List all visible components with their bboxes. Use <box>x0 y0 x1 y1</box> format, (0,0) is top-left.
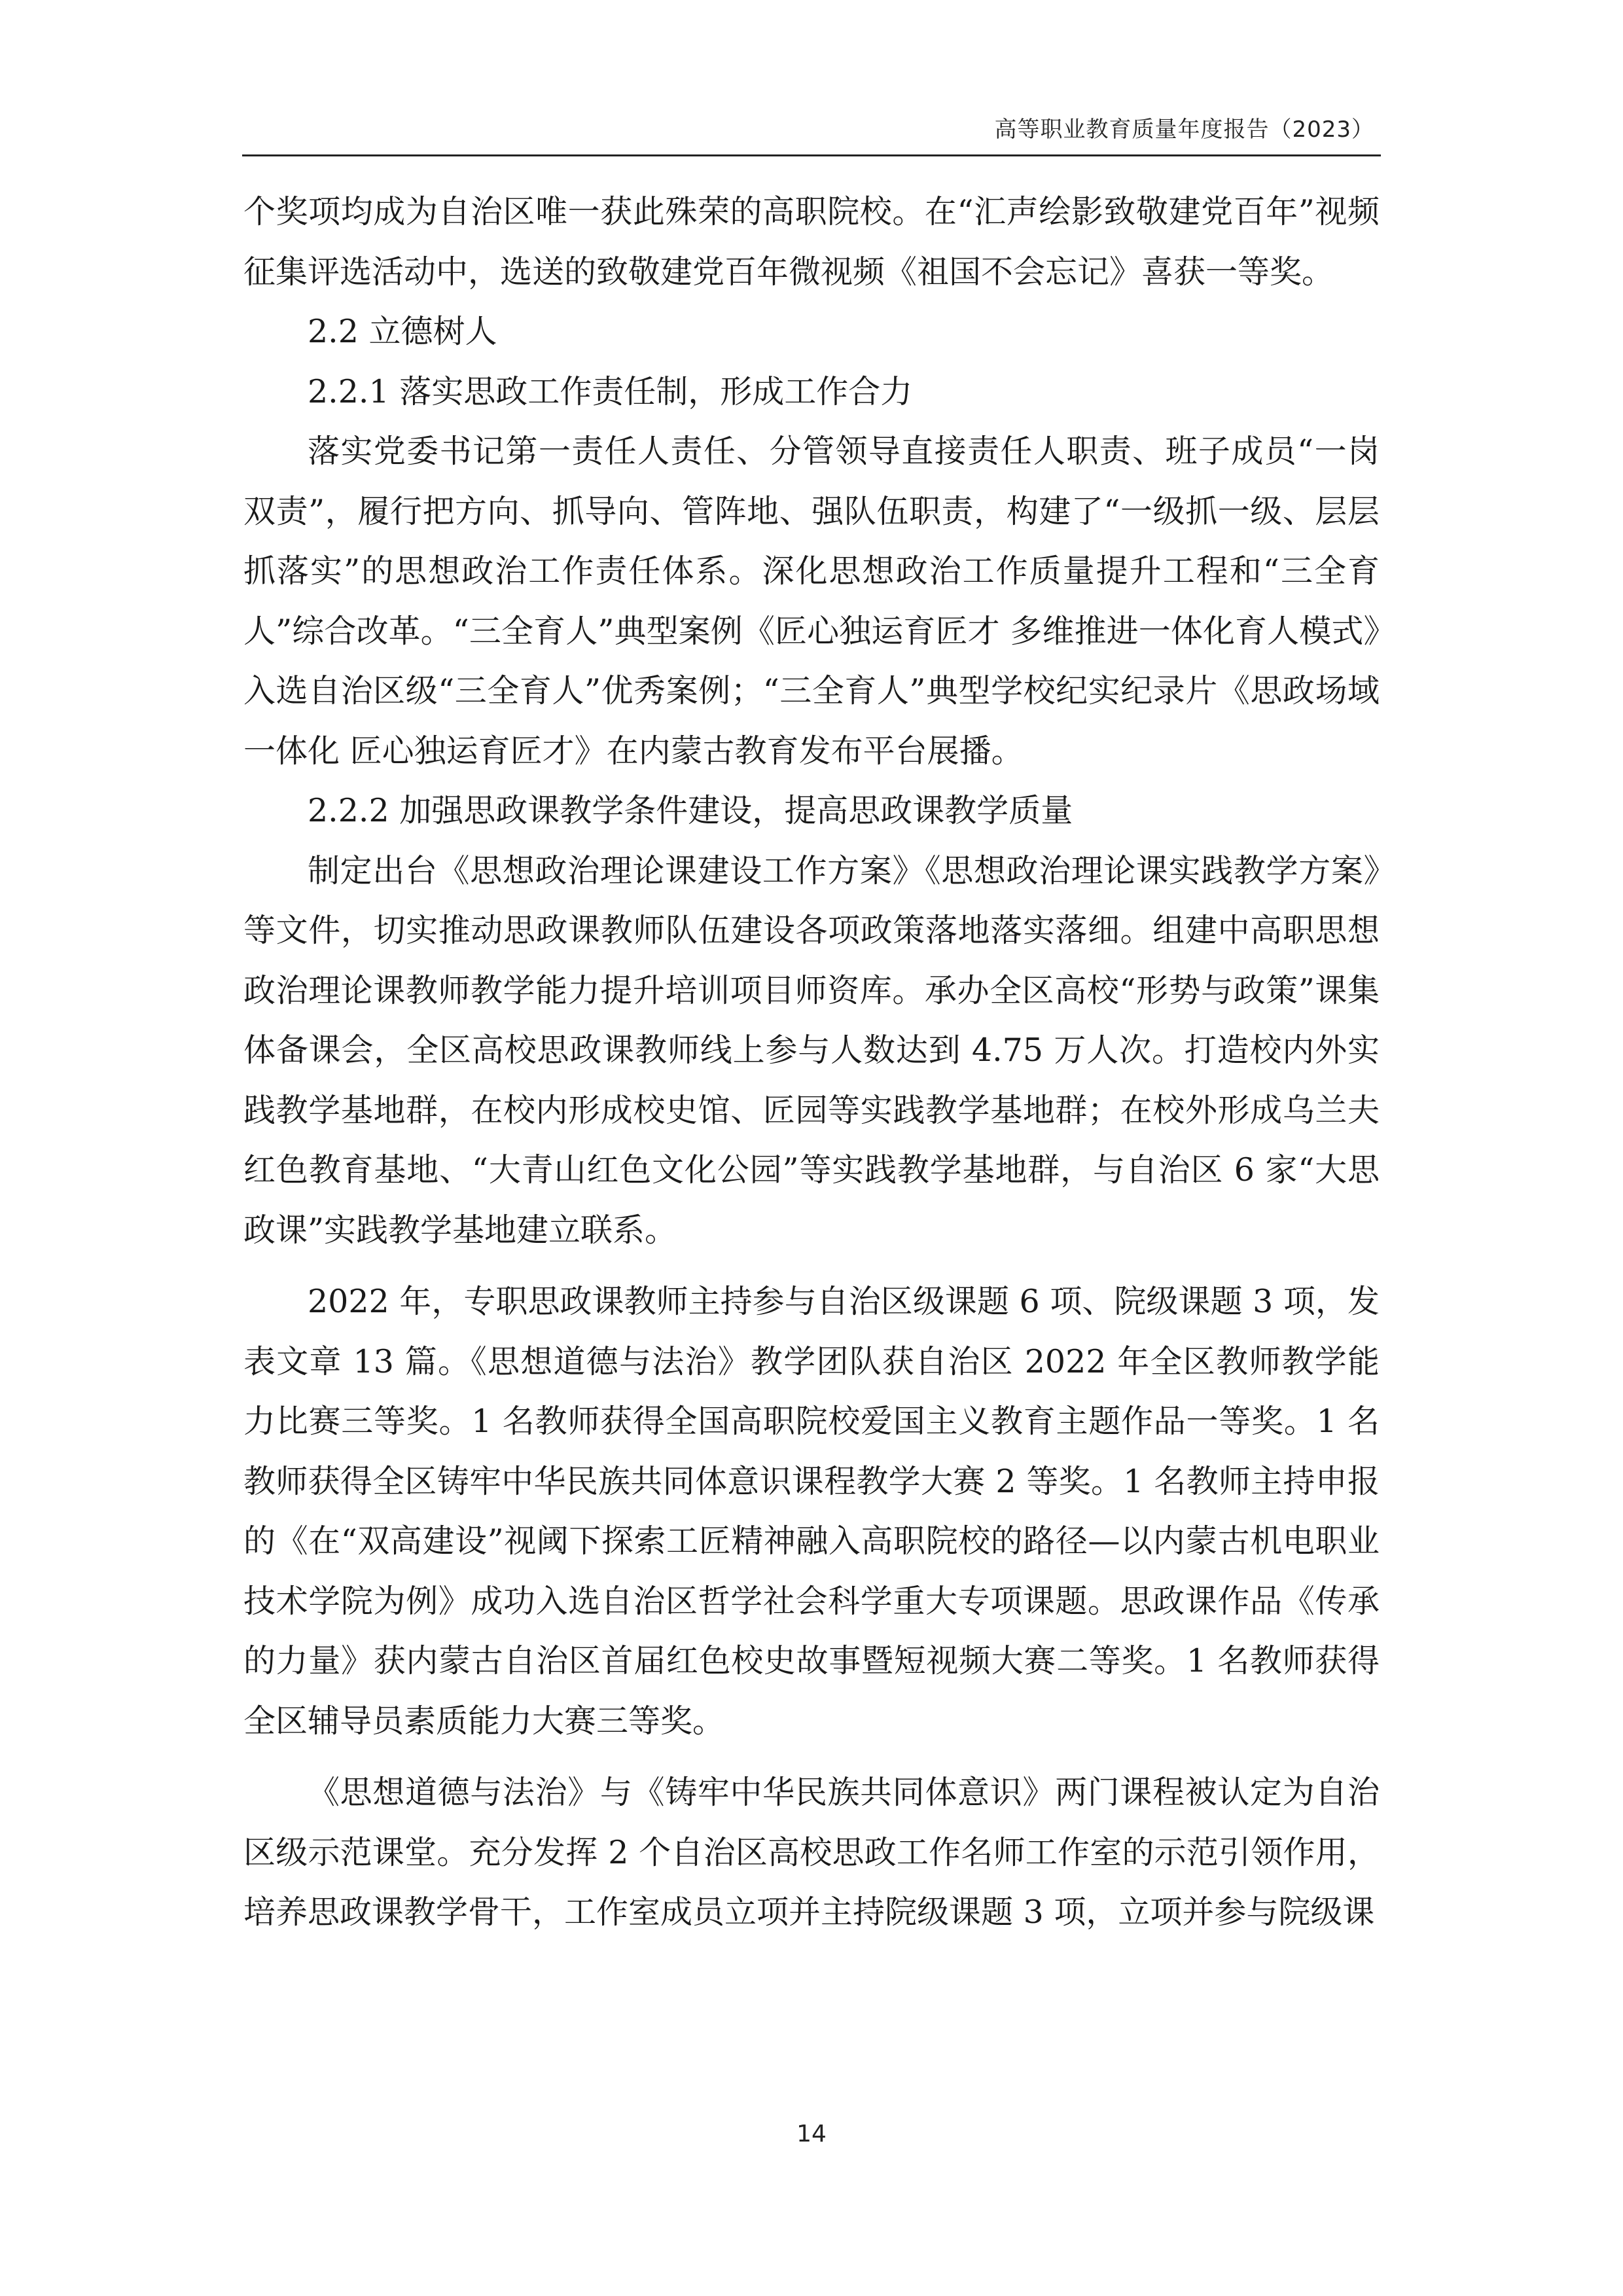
header-rule <box>242 154 1381 156</box>
section-heading-2-2-1: 2.2.1 落实思政工作责任制，形成工作合力 <box>308 372 913 410</box>
document-body <box>243 182 1380 1943</box>
page-number: 14 <box>796 2121 827 2147</box>
paragraph-2-2-2: 制定出台《思想政治理论课建设工作方案》《思想政治理论课实践教学方案》等文件，切实推动思政课教师队伍建设各项政策落地落实落细。组建中高职思想政治理论课教师教学能力提升培训项目师资库。承办全区高校“形势与政策”课集体备课会，全区高校思政课教师线上参与人数达到 4.75 万人次。打造校内外实践教学基地群，在校内形成校史馆、匠园等实践教学基地群；在校外形成乌兰夫红色教育基地、“大青山红色文化公园”等实践教学基地群，与自治区 6 家“大思政课”实践教学基地建立联系。 <box>243 852 1380 1249</box>
paragraph-2022-achievements: 2022 年，专职思政课教师主持参与自治区级课题 6 项、院级课题 3 项，发表文章 13 篇。《思想道德与法治》教学团队获自治区 2022 年全区教师教学能力比赛三等奖。1 名教师获得全国高职院校爱国主义教育主题作品一等奖。1 名教师获得全区铸牢中华民族共同体意识课程教学大赛 2 等奖。1 名教师主持申报的《在“双高建设”视阈下探索工匠精神融入高职院校的路径—以内蒙古机电职业技术学院为例》成功入选自治区哲学社会科学重大专项课题。思政课作品《传承的力量》获内蒙古自治区首届红色校史故事暨短视频大赛二等奖。1 名教师获得全区辅导员素质能力大赛三等奖。 <box>243 1283 1380 1740</box>
running-header: 高等职业教育质量年度报告（2023） <box>994 117 1374 143</box>
paragraph-2-2-1: 落实党委书记第一责任人责任、分管领导直接责任人职责、班子成员“一岗双责”，履行把方向、抓导向、管阵地、强队伍职责，构建了“一级抓一级、层层抓落实”的思想政治工作责任体系。深化思想政治工作质量提升工程和“三全育人”综合改革。“三全育人”典型案例《匠心独运育匠才 多维推进一体化育人模式》入选自治区级“三全育人”优秀案例；“三全育人”典型学校纪实纪录片《思政场域一体化 匠心独运育匠才》在内蒙古教育发布平台展播。 <box>243 433 1380 770</box>
paragraph-continued: 个奖项均成为自治区唯一获此殊荣的高职院校。在“汇声绘影致敬建党百年”视频征集评选活动中，选送的致敬建党百年微视频《祖国不会忘记》喜获一等奖。 <box>243 193 1380 291</box>
section-heading-2-2: 2.2 立德树人 <box>308 313 497 350</box>
paragraph-demonstration-courses: 《思想道德与法治》与《铸牢中华民族共同体意识》两门课程被认定为自治区级示范课堂。充分发挥 2 个自治区高校思政工作名师工作室的示范引领作用，培养思政课教学骨干，工作室成员立项并主持院级课题 3 项，立项并参与院级课 <box>243 1774 1380 1931</box>
section-heading-2-2-2: 2.2.2 加强思政课教学条件建设，提高思政课教学质量 <box>308 792 1073 829</box>
